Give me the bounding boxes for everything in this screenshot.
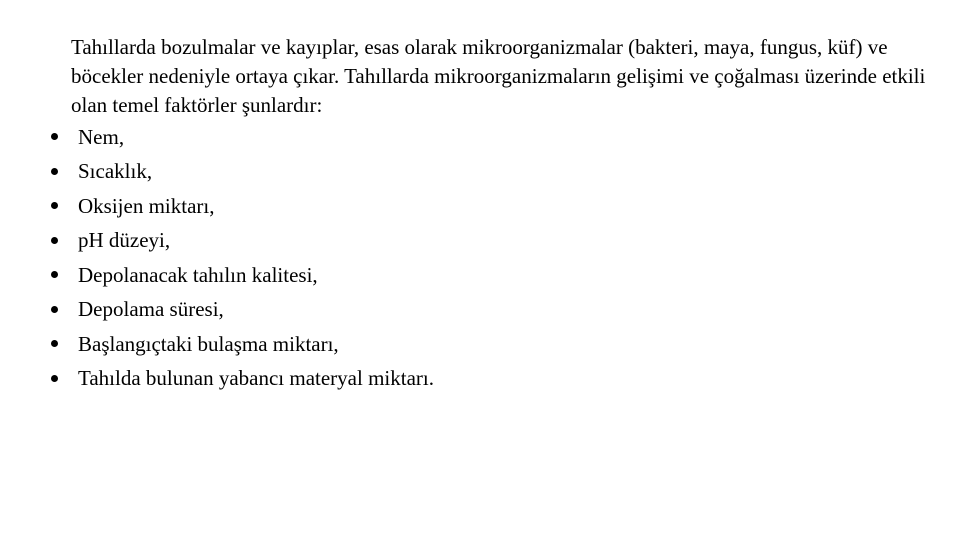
factor-label: Depolanacak tahılın kalitesi,: [78, 262, 318, 287]
bullet-icon: [49, 236, 59, 246]
bullet-icon: [49, 339, 59, 349]
list-item: [49, 224, 434, 259]
list-item: [49, 189, 434, 224]
intro-paragraph: Tahıllarda bozulmalar ve kayıplar, esas olarak mikroorganizmalar (bakteri, maya, fungus, küf) ve böcekler nedeniyle ortaya çıkar. Tahıllarda mikroorganizmaların gelişimi ve çoğalması üzerinde etkili olan temel faktörler şunlardır:: [71, 35, 926, 117]
list-item: [49, 258, 434, 293]
bullet-icon: [49, 305, 59, 315]
bullet-icon: [49, 270, 59, 280]
factor-label: Sıcaklık,: [78, 159, 153, 184]
list-item: [49, 327, 434, 362]
list-item: [49, 120, 434, 155]
bullet-icon: [49, 374, 59, 384]
bullet-icon: [49, 201, 59, 211]
factor-list: [49, 120, 434, 396]
list-item: [49, 293, 434, 328]
factor-label: pH düzeyi,: [78, 228, 171, 253]
factor-label: Başlangıçtaki bulaşma miktarı,: [78, 331, 339, 356]
bullet-icon: [49, 167, 59, 177]
factor-label: Tahılda bulunan yabancı materyal miktarı.: [78, 366, 434, 391]
list-item: [49, 362, 434, 397]
bullet-icon: [49, 132, 59, 142]
factor-label: Nem,: [78, 124, 125, 149]
list-item: [49, 155, 434, 190]
factor-label: Depolama süresi,: [78, 297, 224, 322]
factor-label: Oksijen miktarı,: [78, 193, 215, 218]
